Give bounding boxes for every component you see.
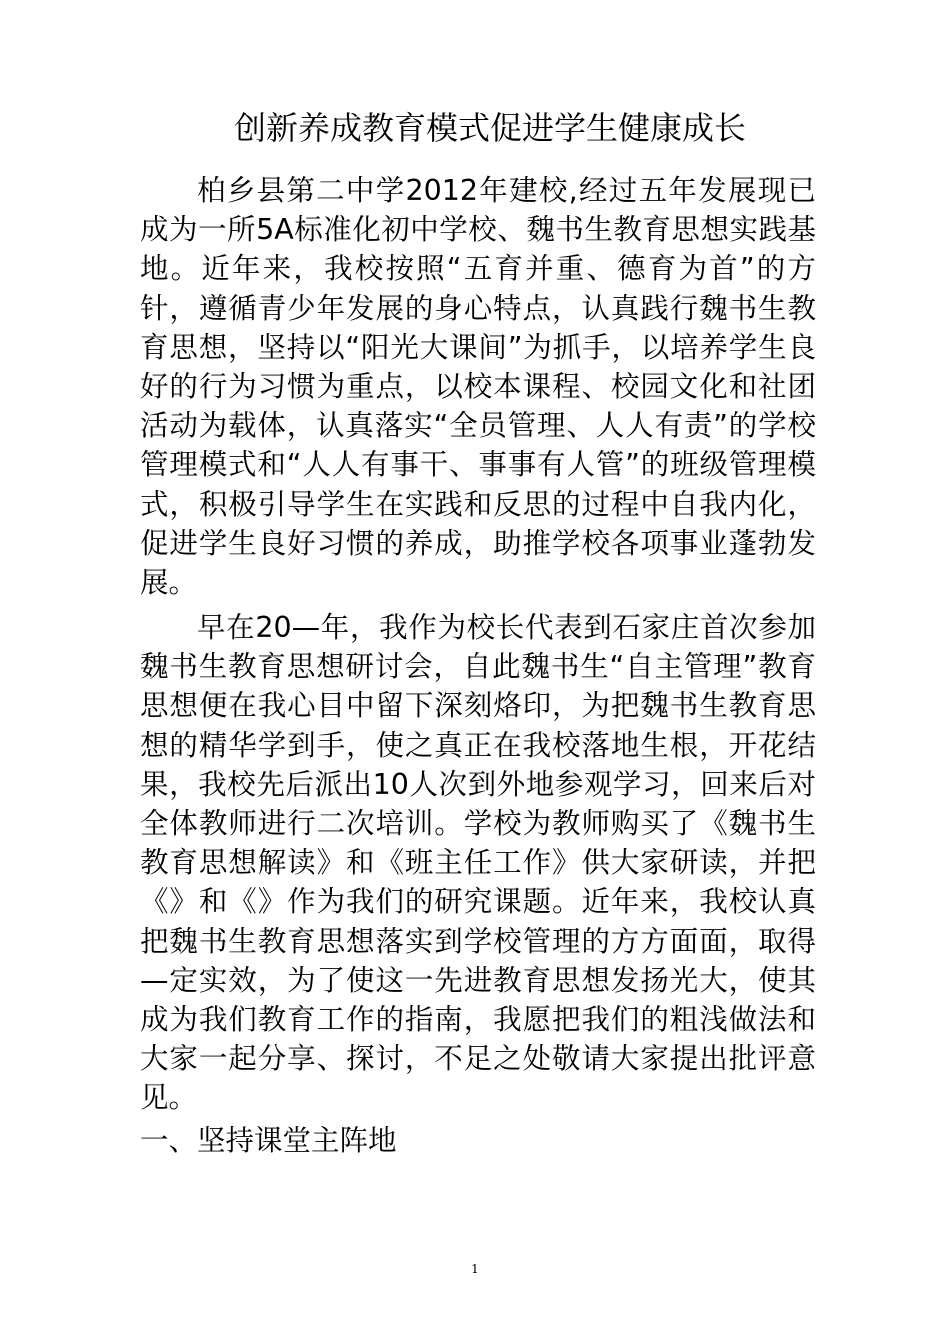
- paragraph-intro: 柏乡县第二中学2012年建校,经过五年发展现已成为一所5A标准化初中学校、魏书生教育思想实践基地。近年来，我校按照“五育并重、德育为首”的方针，遵循青少年发展的身心特点，认真践行魏书生教育思想，坚持以“阳光大课间”为抓手，以培养学生良好的行为习惯为重点，以校本课程、校园文化和社团活动为载体，认真落实“全员管理、人人有责”的学校管理模式和“人人有事干、事事有人管”的班级管理模式，积极引导学生在实践和反思的过程中自我内化，促进学生良好习惯的养成，助推学校各项事业蓬勃发展。: [140, 174, 816, 600]
- paragraph-background: 早在20—年，我作为校长代表到石家庄首次参加魏书生教育思想研讨会，自此魏书生“自主管理”教育思想便在我心目中留下深刻烙印，为把魏书生教育思想的精华学到手，使之真正在我校落地生根，开花结果，我校先后派出10人次到外地参观学习，回来后对全体教师进行二次培训。学校为教师购买了《魏书生教育思想解读》和《班主任工作》供大家研读，并把《》和《》作为我们的研究课题。近年来，我校认真把魏书生教育思想落实到学校管理的方方面面，取得—定实效，为了使这一先进教育思想发扬光大，使其成为我们教育工作的指南，我愿把我们的粗浅做法和大家一起分享、探讨，不足之处敬请大家提出批评意见。: [140, 611, 816, 1115]
- page-number: 1: [471, 1262, 479, 1276]
- section-heading: 一、坚持课堂主阵地: [140, 1124, 397, 1157]
- document-title: 创新养成教育模式促进学生健康成长: [233, 109, 746, 147]
